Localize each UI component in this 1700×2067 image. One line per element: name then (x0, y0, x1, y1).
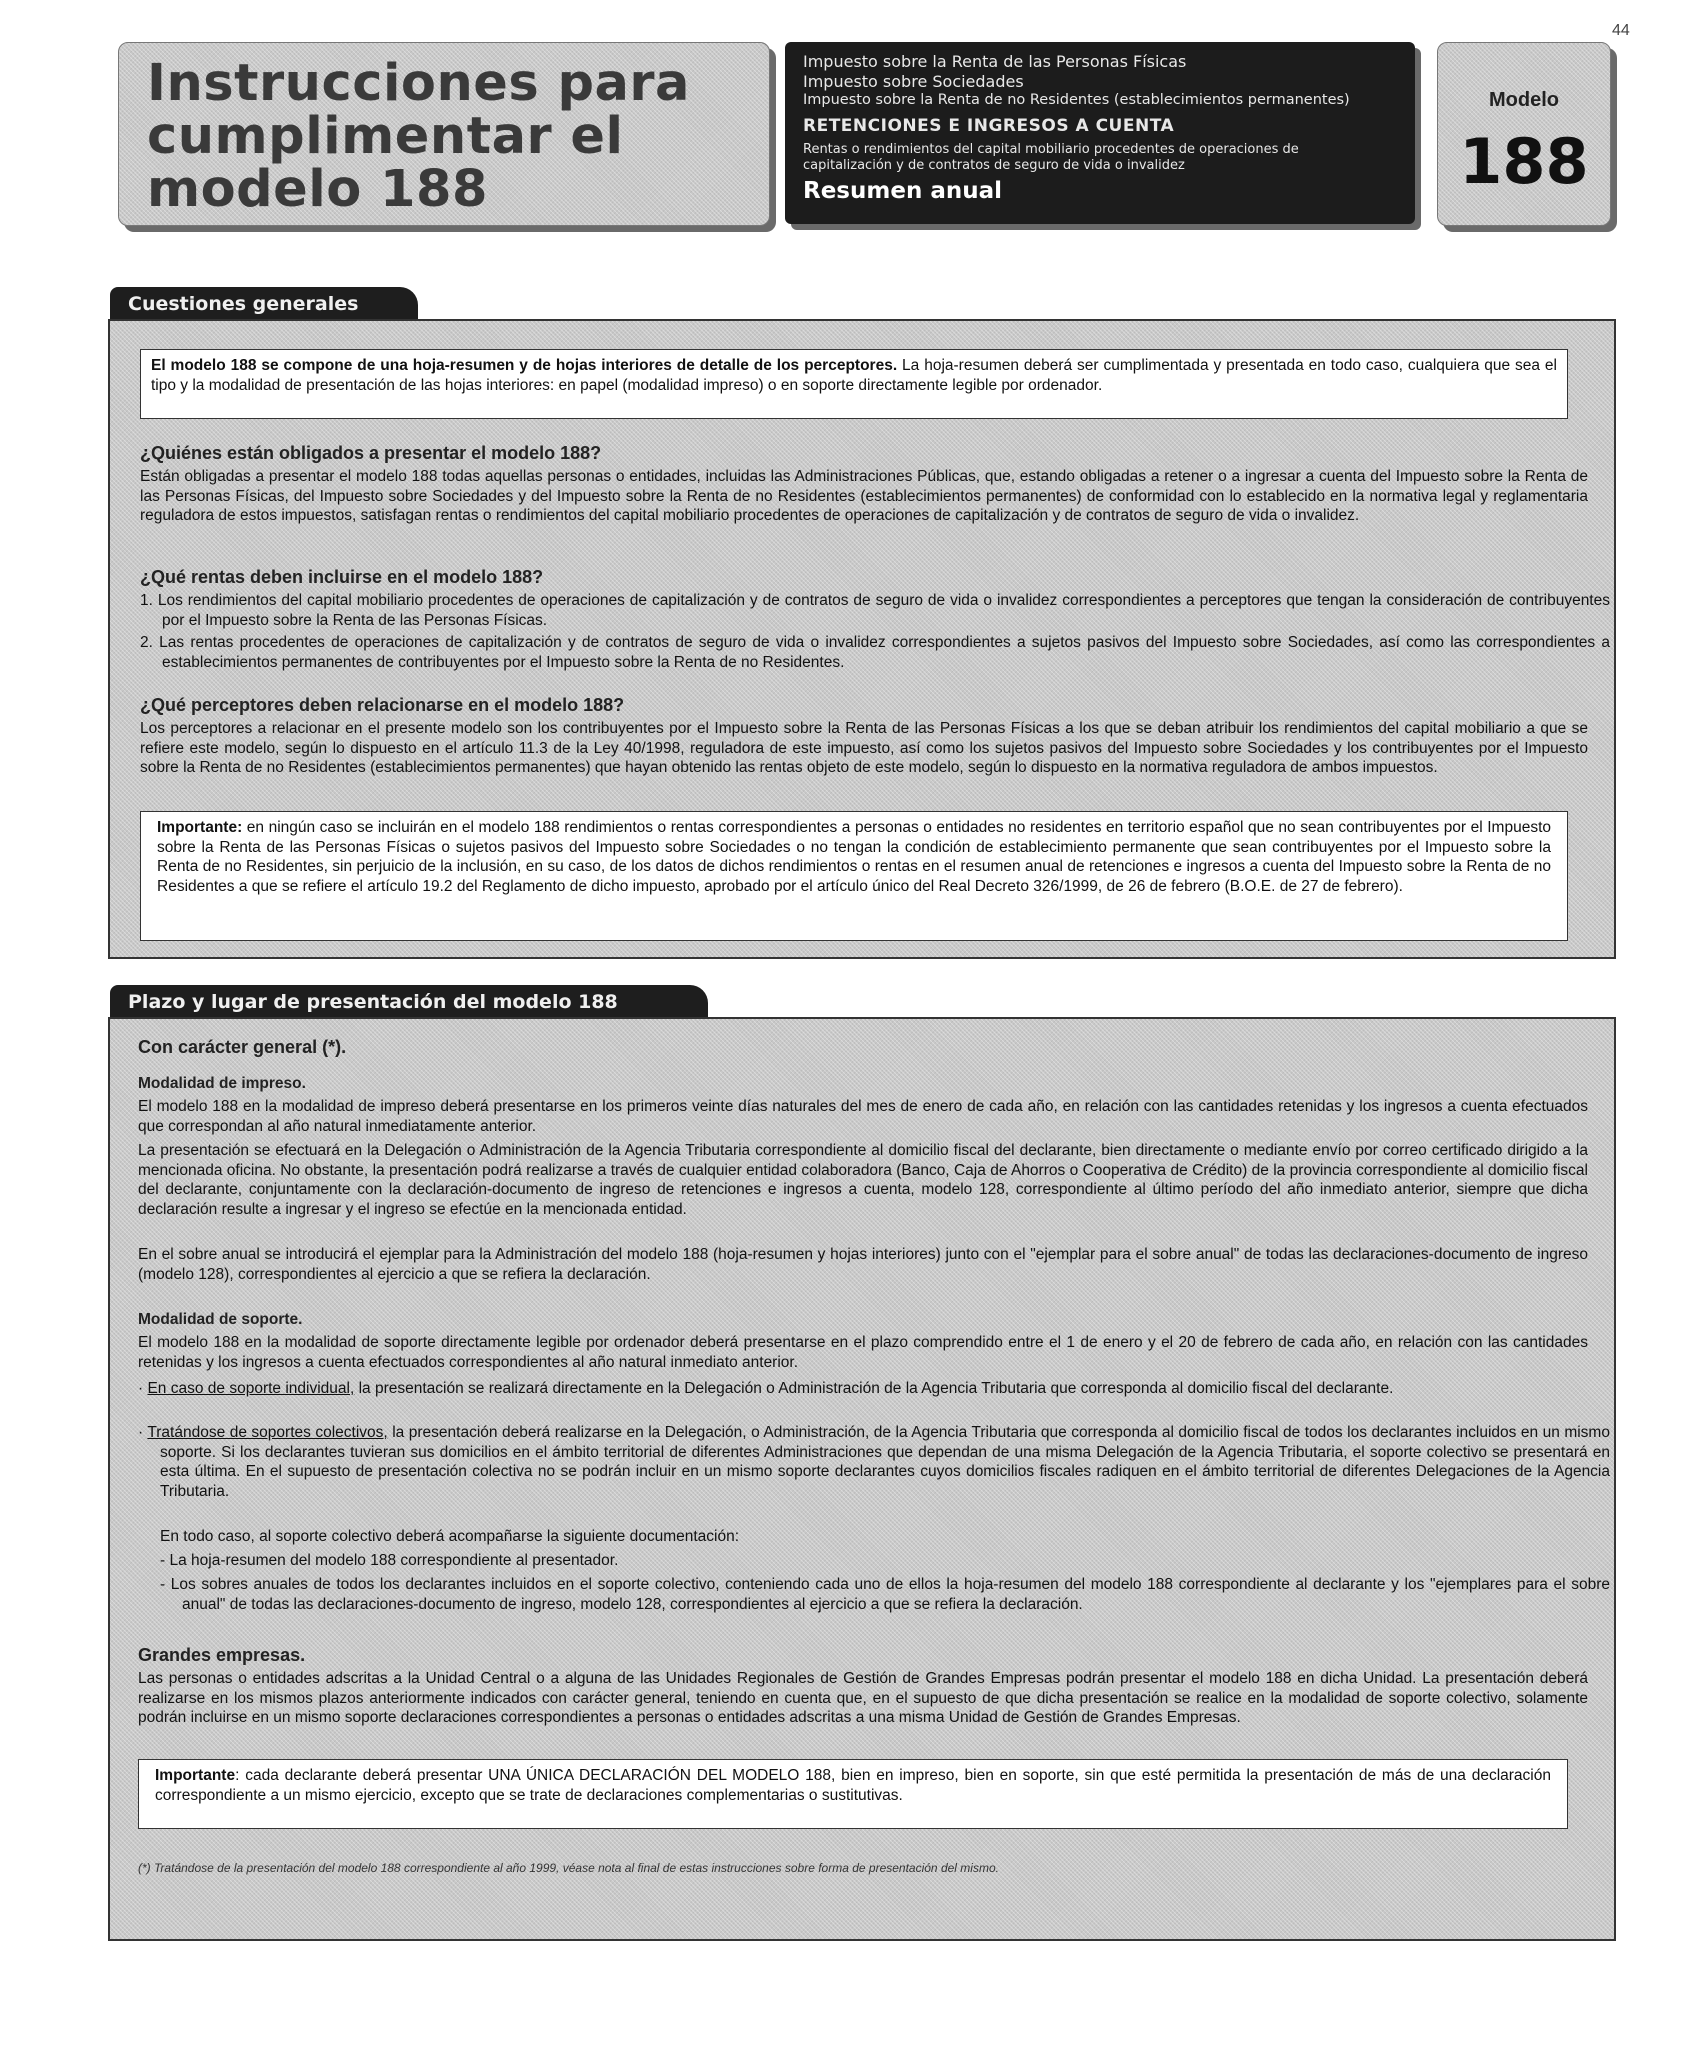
heading-modalidad-soporte: Modalidad de soporte. (138, 1311, 303, 1328)
page-title (147, 54, 690, 219)
importante-text-2: : cada declarante deberá presentar UNA ÚNICA DECLARACIÓN DEL MODELO 188, bien en impreso, bien en soporte, sin que esté permitida la presentación de más de una declaración correspondiente a un mismo ejercicio, excepto que se trate de declaraciones complementarias o sustitutivas. (155, 1767, 1551, 1804)
bullet-soportes-colectivos-label: Tratándose de soportes colectivos, (147, 1424, 388, 1441)
intro-text: La hoja-resumen deberá ser cumplimentada y presentada en todo caso, cualquiera que sea el tipo y la modalidad de presentación de las hojas interiores: en papel (modalidad impreso) o en soporte directamente legible por ordenador. (151, 357, 1557, 394)
question-perceptores: ¿Qué perceptores deben relacionarse en el modelo 188? (140, 695, 625, 715)
page-title-box (118, 42, 770, 226)
paragraph-impreso-lugar: La presentación se efectuará en la Delegación o Administración de la Agencia Tributaria correspondiente al domicilio fiscal del declarante, bien directamente o mediante envío por correo certificado dirigido a la mencionada oficina. No obstante, la presentación podrá realizarse a través de cualquier entidad colaboradora (Banco, Caja de Ahorros o Cooperativa de Crédito) de la provincia correspondiente al domicilio fiscal del declarante, conjuntamente con la declaración-documento de ingreso de retenciones e ingresos a cuenta, modelo 128, correspondiente al último período del año inmediato anterior, siempre que dicha declaración resulte a ingresar y el ingreso se efectúe en la mencionada entidad. (138, 1142, 1588, 1218)
heading-grandes-empresas: Grandes empresas. (138, 1645, 306, 1665)
bullet-soporte-individual-text: la presentación se realizará directamente en la Delegación o Administración de la Agencia Tributaria que corresponda al domicilio fiscal del declarante. (354, 1380, 1394, 1397)
paragraph-impreso-plazo: El modelo 188 en la modalidad de impreso deberá presentarse en los primeros veinte días naturales del mes de enero de cada año, en relación con las cantidades retenidas y los ingresos a cuenta efectuados que correspondan al año natural inmediatamente anterior. (138, 1098, 1588, 1135)
bullet-soporte-individual-label: En caso de soporte individual, (147, 1380, 355, 1397)
corner-mark: 44 (1612, 22, 1630, 39)
documentation-item-text: La hoja-resumen del modelo 188 correspondiente al presentador. (169, 1552, 619, 1569)
importante-box-2 (138, 1759, 1568, 1829)
footnote: (*) Tratándose de la presentación del modelo 188 correspondiente al año 1999, véase nota al final de estas instrucciones sobre forma de presentación del mismo. (138, 1861, 999, 1875)
bullet-soportes-colectivos: · Tratándose de soportes colectivos, la presentación deberá realizarse en la Delegación, o Administración, de la Agencia Tributaria que corresponda al domicilio fiscal de todos los declarantes incluidos en un mismo soporte. Si los declarantes tuvieran sus domicilios en el ámbito territorial de diferentes Administraciones que dependan de una misma Delegación de la Agencia Tributaria, el soporte colectivo se presentará en esta última. En el supuesto de presentación colectiva no se podrán incluir en un mismo soporte declarantes cuyos domicilios fiscales radiquen en el ámbito territorial de diferentes Delegaciones de la Agencia Tributaria. (138, 1424, 1610, 1500)
importante-text: en ningún caso se incluirán en el modelo 188 rendimientos o rentas correspondientes a personas o entidades no residentes en territorio español que no sean contribuyentes por el Impuesto sobre la Renta de las Personas Físicas o sujetos pasivos del Impuesto sobre Sociedades o no tengan la condición de establecimiento permanente que sean contribuyentes por el Impuesto sobre la Renta de no Residentes, sin perjuicio de la inclusión, en su caso, de los datos de dichos rendimientos o rentas en el resumen anual de retenciones e ingresos a cuenta del Impuesto sobre la Renta de no Residentes a que se refiere el artículo 19.2 del Reglamento de dicho impuesto, aprobado por el artículo único del Real Decreto 326/1999, de 26 de febrero (B.O.E. de 27 de febrero). (157, 819, 1551, 895)
rentas-line: capitalización y de contratos de seguro de vida o invalidez (803, 158, 1185, 173)
retenciones-heading: RETENCIONES E INGRESOS A CUENTA (803, 116, 1175, 136)
title-line: Instrucciones para (147, 54, 690, 113)
subject-irpf: Impuesto sobre la Renta de las Personas Físicas (803, 52, 1187, 71)
section-tab-cuestiones-generales: Cuestiones generales (110, 287, 418, 321)
documentation-item: - Los sobres anuales de todos los declarantes incluidos en el soporte colectivo, conteniendo cada uno de ellos la hoja-resumen del modelo 188 correspondiente al declarante y los "ejemplares para el sobre anual" de todas las declaraciones-documento de ingreso, modelo 128, correspondientes al ejercicio a que se refiera la declaración. (160, 1576, 1611, 1613)
importante-label-2: Importante (155, 1767, 236, 1784)
paragraph-sobre-anual: En el sobre anual se introducirá el ejemplar para la Administración del modelo 188 (hoja-resumen y hojas interiores) junto con el "ejemplar para el sobre anual" de todas las declaraciones-documento de ingreso (modelo 128), correspondientes al ejercicio a que se refiera la declaración. (138, 1246, 1588, 1283)
section-tab-plazo-lugar: Plazo y lugar de presentación del modelo 188 (110, 985, 708, 1019)
heading-caracter-general: Con carácter general (*). (138, 1037, 347, 1057)
modelo-number: 188 (1459, 125, 1589, 198)
intro-box (140, 349, 1568, 419)
intro-bold: El modelo 188 se compone de una hoja-resumen y de hojas interiores de detalle de los perceptores. (151, 357, 898, 374)
list-item-rentas-2: 2. Las rentas procedentes de operaciones de capitalización y de contratos de seguro de vida o invalidez correspondientes a sujetos pasivos del Impuesto sobre Sociedades, así como las correspondientes a establecimientos permanentes de contribuyentes por el Impuesto sobre la Renta de no Residentes. (140, 634, 1610, 671)
importante-label: Importante: (157, 819, 243, 836)
question-rentas: ¿Qué rentas deben incluirse en el modelo 188? (140, 567, 544, 587)
paragraph-perceptores: Los perceptores a relacionar en el presente modelo son los contribuyentes por el Impuesto sobre la Renta de las Personas Físicas a los que se deban atribuir los rendimientos del capital mobiliario a que se refiere este modelo, según lo dispuesto en el artículo 11.3 de la Ley 40/1998, reguladora de este impuesto, así como los sujetos pasivos del Impuesto sobre Sociedades y los contribuyentes por el Impuesto sobre la Renta de no Residentes (establecimientos permanentes) que hayan obtenido las rentas objeto de este modelo, según lo dispuesto en la normativa reguladora de ambos impuestos. (140, 720, 1588, 776)
documentation-item-text: Los sobres anuales de todos los declarantes incluidos en el soporte colectivo, conteniendo cada uno de ellos la hoja-resumen del modelo 188 correspondiente al declarante y los "ejemplares para el sobre anual" de todas las declaraciones-documento de ingreso, modelo 128, correspondientes al ejercicio a que se refiera la declaración. (170, 1576, 1611, 1613)
heading-modalidad-impreso: Modalidad de impreso. (138, 1075, 306, 1092)
modelo-label: Modelo (1489, 89, 1559, 111)
title-line: cumplimentar el (147, 107, 624, 166)
section-plazo-lugar (108, 1017, 1616, 1941)
bullet-soporte-individual: · En caso de soporte individual, la presentación se realizará directamente en la Delegación o Administración de la Agencia Tributaria que corresponda al domicilio fiscal del declarante. (138, 1380, 1394, 1397)
documentation-intro: En todo caso, al soporte colectivo deberá acompañarse la siguiente documentación: (160, 1528, 740, 1545)
paragraph-soporte-plazo: El modelo 188 en la modalidad de soporte directamente legible por ordenador deberá presentarse en el plazo comprendido entre el 1 de enero y el 20 de febrero de cada año, en relación con las cantidades retenidas y los ingresos a cuenta efectuados correspondientes al año natural inmediato anterior. (138, 1334, 1588, 1371)
resumen-anual: Resumen anual (803, 178, 1002, 204)
title-line: modelo 188 (147, 160, 489, 219)
modelo-box (1437, 42, 1611, 226)
bullet-soportes-colectivos-text: la presentación deberá realizarse en la Delegación, o Administración, de la Agencia Tributaria que corresponda al domicilio fiscal de todos los declarantes incluidos en un mismo soporte. Si los declarantes tuvieran sus domicilios en el ámbito territorial de diferentes Administraciones que dependan de una misma Delegación de la Agencia Tributaria, el soporte colectivo se presentará en esta última. En el supuesto de presentación colectiva no se podrán incluir en un mismo soporte declarantes cuyos domicilios fiscales radiquen en el ámbito territorial de diferentes Delegaciones de la Agencia Tributaria. (160, 1424, 1610, 1500)
question-obligados: ¿Quiénes están obligados a presentar el modelo 188? (140, 443, 602, 463)
list-item-rentas-1: 1. Los rendimientos del capital mobiliario procedentes de operaciones de capitalización y de contratos de seguro de vida o invalidez correspondientes a perceptores que tengan la consideración de contribuyentes por el Impuesto sobre la Renta de las Personas Físicas. (140, 592, 1610, 629)
rentas-line: Rentas o rendimientos del capital mobiliario procedentes de operaciones de (803, 142, 1299, 157)
section-cuestiones-generales (108, 319, 1616, 959)
subjects-box (785, 42, 1415, 224)
paragraph-obligados: Están obligadas a presentar el modelo 188 todas aquellas personas o entidades, incluidas las Administraciones Públicas, que, estando obligadas a retener o a ingresar a cuenta del Impuesto sobre la Renta de las Personas Físicas, del Impuesto sobre Sociedades y del Impuesto sobre la Renta de no Residentes (establecimientos permanentes) de conformidad con lo establecido en la normativa legal y reglamentaria reguladora de estos impuestos, satisfagan rentas o rendimientos del capital mobiliario procedentes de operaciones de capitalización y de contratos de seguro de vida o invalidez. (140, 468, 1588, 524)
subject-sociedades: Impuesto sobre Sociedades (803, 72, 1024, 91)
documentation-item: - La hoja-resumen del modelo 188 correspondiente al presentador. (160, 1552, 619, 1569)
paragraph-grandes-empresas: Las personas o entidades adscritas a la Unidad Central o a alguna de las Unidades Regionales de Gestión de Grandes Empresas podrán presentar el modelo 188 en dicha Unidad. La presentación deberá realizarse en los mismos plazos anteriormente indicados con carácter general, teniendo en cuenta que, en el supuesto de que dicha presentación se realice en la modalidad de soporte colectivo, solamente podrán incluirse en un mismo soporte declaraciones correspondientes a personas o entidades adscritas a una misma Unidad de Gestión de Grandes Empresas. (138, 1670, 1588, 1726)
subject-no-residentes: Impuesto sobre la Renta de no Residentes (establecimientos permanentes) (803, 92, 1350, 108)
importante-box (140, 811, 1568, 941)
